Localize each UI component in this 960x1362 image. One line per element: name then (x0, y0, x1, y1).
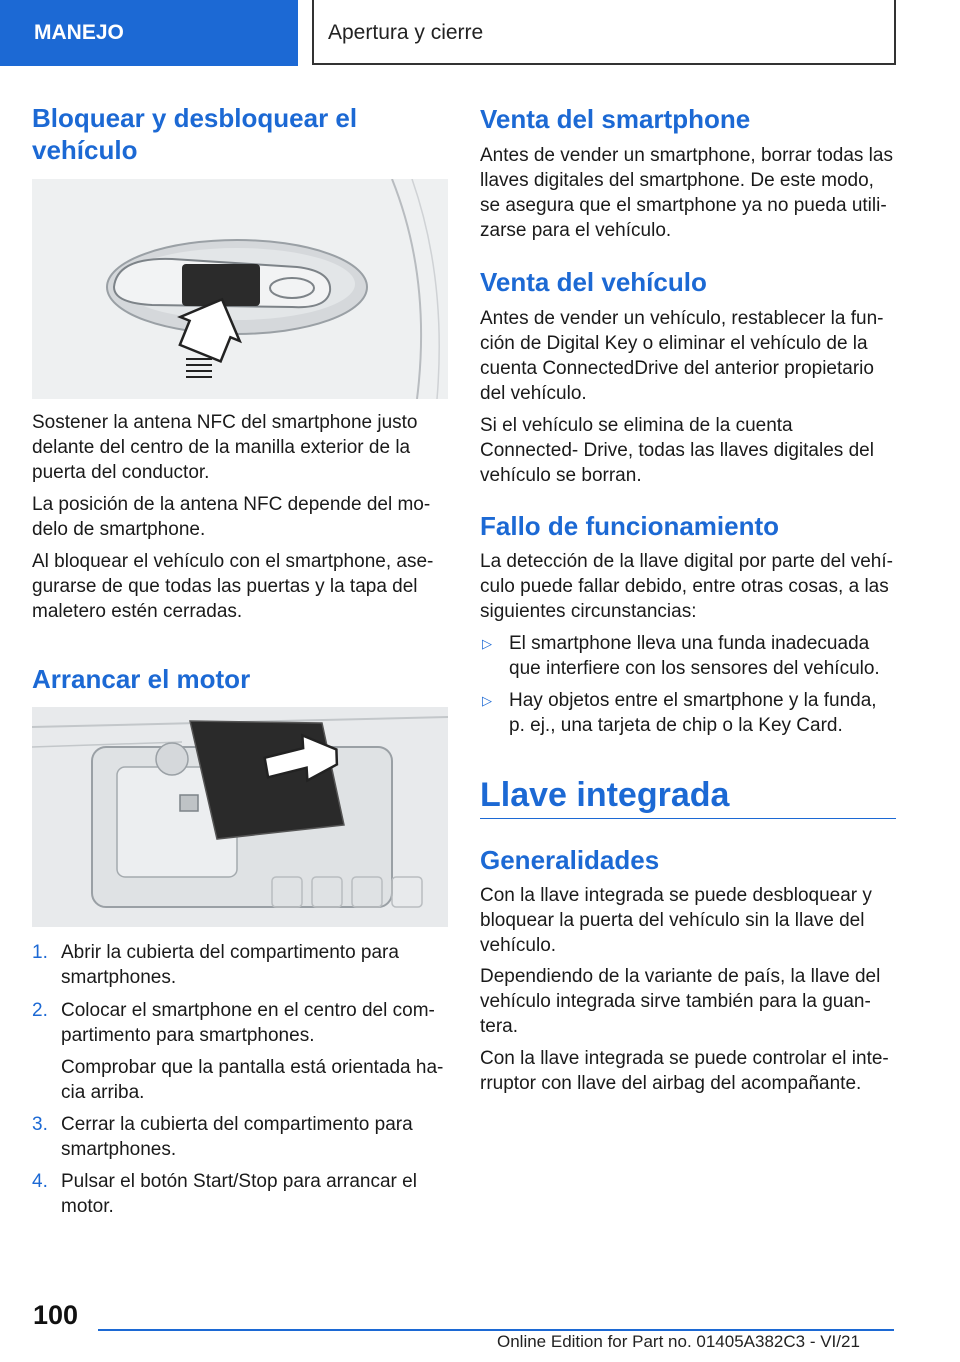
bullet-triangle-icon: ▷ (482, 636, 492, 651)
sell-car-title: Venta del vehículo (480, 267, 707, 297)
step-text: Abrir la cubierta del compartimento para smartphones. (61, 942, 399, 988)
footer-rule (98, 1329, 894, 1331)
chapter-tab: Apertura y cierre (312, 0, 896, 65)
general-paragraph-2: Dependiendo de la variante de país, la llave del vehículo integrada sirve también para la guan- tera. (480, 966, 881, 1037)
step-text: Comprobar que la pantalla está orientada ha- cia arriba. (61, 1057, 444, 1103)
step-number: 1. (32, 942, 48, 963)
general-title: Generalidades (480, 845, 660, 875)
page-header (0, 0, 960, 66)
page-number: 100 (33, 1300, 79, 1330)
step-text: Pulsar el botón Start/Stop para arrancar el motor. (61, 1171, 417, 1217)
bullet-text: El smartphone lleva una funda inadecuada que interfiere con los sensores del vehículo. (509, 633, 880, 679)
bullet-triangle-icon: ▷ (482, 693, 492, 708)
section-tab: MANEJO (0, 0, 298, 66)
fault-title: Fallo de funcionamiento (480, 511, 780, 541)
center-console-illustration (32, 707, 448, 927)
start-engine-title: Arrancar el motor (32, 664, 251, 694)
fault-paragraph: La detección de la llave digital por parte del vehí- culo puede fallar debido, entre otras cosas, a las siguientes circunstancias: (480, 551, 893, 622)
lock-paragraph-1: Sostener la antena NFC del smartphone justo delante del centro de la manilla exterior de la puerta del conductor. (32, 412, 418, 483)
center-console-drawing (32, 707, 448, 927)
general-paragraph-1: Con la llave integrada se puede desbloquear y bloquear la puerta del vehículo sin la llave del vehículo. (480, 885, 872, 956)
step-number: 3. (32, 1114, 48, 1135)
step-number: 4. (32, 1171, 48, 1192)
sell-car-paragraph-2: Si el vehículo se elimina de la cuenta Connected- Drive, todas las llaves digitales del vehículo se borran. (480, 415, 874, 486)
integrated-key-title: Llave integrada (480, 776, 730, 814)
general-paragraph-3: Con la llave integrada se puede controlar el inte- rruptor con llave del airbag del acompañante. (480, 1048, 889, 1094)
door-handle-illustration (32, 179, 448, 399)
bullet-text: Hay objetos entre el smartphone y la funda, p. ej., una tarjeta de chip o la Key Card. (509, 690, 877, 736)
lock-section-title: Bloquear y desbloquear el vehículo (32, 103, 358, 165)
step-text: Colocar el smartphone en el centro del com- partimento para smartphones. (61, 1000, 435, 1046)
door-handle-drawing (32, 179, 448, 399)
lock-paragraph-2: La posición de la antena NFC depende del mo- delo de smartphone. (32, 494, 431, 540)
lock-paragraph-3: Al bloquear el vehículo con el smartphone, ase- gurarse de que todas las puertas y la tapa del maletero estén cerradas. (32, 551, 434, 622)
step-number: 2. (32, 1000, 48, 1021)
sell-car-paragraph-1: Antes de vender un vehículo, restablecer la fun- ción de Digital Key o eliminar el vehículo de la cuenta ConnectedDrive del anterior propietario del vehículo. (480, 308, 884, 404)
sell-phone-paragraph: Antes de vender un smartphone, borrar todas las llaves digitales del smartphone. De este modo, se asegura que el smartphone ya no pueda utili- zarse para el vehículo. (480, 145, 893, 241)
sell-phone-title: Venta del smartphone (480, 104, 751, 134)
title-rule (480, 818, 896, 819)
edition-note: Online Edition for Part no. 01405A382C3 - VI/21 (497, 1332, 860, 1351)
step-text: Cerrar la cubierta del compartimento para smartphones. (61, 1114, 413, 1160)
